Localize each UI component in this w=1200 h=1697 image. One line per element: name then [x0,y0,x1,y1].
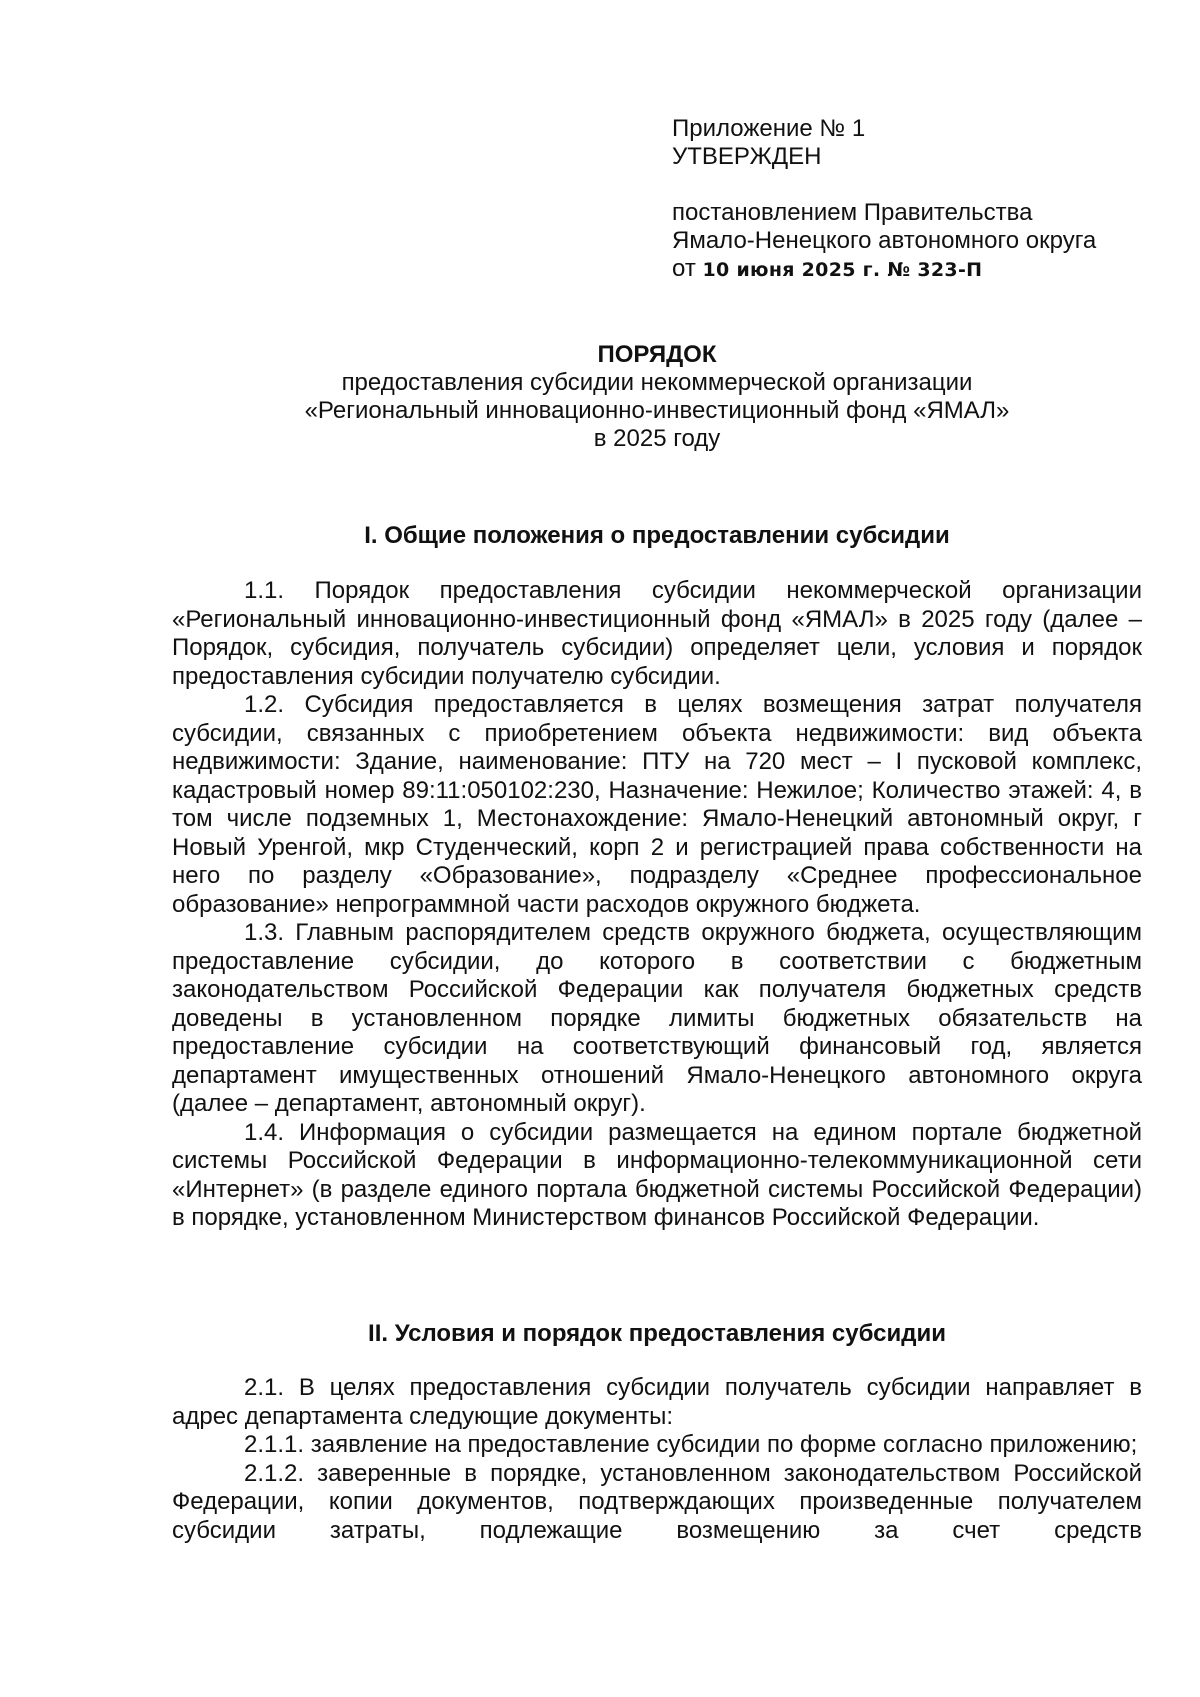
section-2-body [172,1374,1142,1545]
paragraph-2-1: 2.1. В целях предоставления субсидии получатель субсидии направляет в адрес департамента следующие документы: [172,1374,1142,1430]
date-prefix: от [672,255,696,282]
document-title [172,341,1142,453]
resolution-line: постановлением Правительства [672,199,1033,226]
paragraph-1-1: 1.1. Порядок предоставления субсидии некоммерческой организации «Региональный инновационно-инвестиционный фонд «ЯМАЛ» в 2025 году (далее – Порядок, субсидия, получатель субсидии) определяет цели, условия и порядок предоставления субсидии получателю субсидии. [172,577,1142,690]
resolution-date-line [672,255,1172,284]
title-sub-1: предоставления субсидии некоммерческой организации [341,369,973,396]
paragraph-1-4: 1.4. Информация о субсидии размещается на едином портале бюджетной системы Российской Федерации в информационно-телекоммуникационной сети «Интернет» (в разделе единого портала бюджетной системы Российской Федерации) в порядке, установленном Министерством финансов Российской Федерации. [172,1118,1142,1231]
title-sub-3: в 2025 году [593,425,721,452]
approval-spacer [672,171,1172,199]
approved-label: УТВЕРЖДЕН [672,143,822,170]
resolution-date-number: 10 июня 2025 г. № 323-П [702,259,983,281]
paragraph-2-1-1: 2.1.1. заявление на предоставление субсидии по форме согласно приложению; [244,1431,1138,1458]
section-1-body [172,577,1142,1233]
paragraph-1-3: 1.3. Главным распорядителем средств окружного бюджета, осуществляющим предоставление субсидии, до которого в соответствии с бюджетным законодательством Российской Федерации как получателя бюджетных средств доведены в установленном порядке лимиты бюджетных обязательств на предоставление субсидии на соответствующий финансовый год, является департамент имущественных отношений Ямало-Ненецкого автономного округа (далее – департамент, автономный округ). [172,919,1142,1117]
title-sub-2: «Региональный инновационно-инвестиционный фонд «ЯМАЛ» [304,397,1010,424]
appendix-number: Приложение № 1 [672,115,866,142]
paragraph-2-1-2: 2.1.2. заверенные в порядке, установленном законодательством Российской Федерации, копии документов, подтверждающих произведенные получателем субсидии затраты, подлежащие возмещению за счет средств [172,1459,1142,1544]
region-line: Ямало-Ненецкого автономного округа [672,227,1097,254]
section-2-heading: II. Условия и порядок предоставления субсидии [368,1320,946,1347]
approval-block [672,115,1172,284]
paragraph-1-2: 1.2. Субсидия предоставляется в целях возмещения затрат получателя субсидии, связанных с приобретением объекта недвижимости: вид объекта недвижимости: Здание, наименование: ПТУ на 720 мест – I пусковой комплекс, кадастровый номер 89:11:050102:230, Назначение: Нежилое; Количество этажей: 4, в том числе подземных 1, Местонахождение: Ямало-Ненецкий автономный округ, г Новый Уренгой, мкр Студенческий, корп 2 и регистрацией права собственности на него по разделу «Образование», подразделу «Среднее профессиональное образование» непрограммной части расходов окружного бюджета. [172,691,1142,918]
title-main: ПОРЯДОК [597,341,717,368]
section-1-heading: I. Общие положения о предоставлении субсидии [364,522,950,549]
